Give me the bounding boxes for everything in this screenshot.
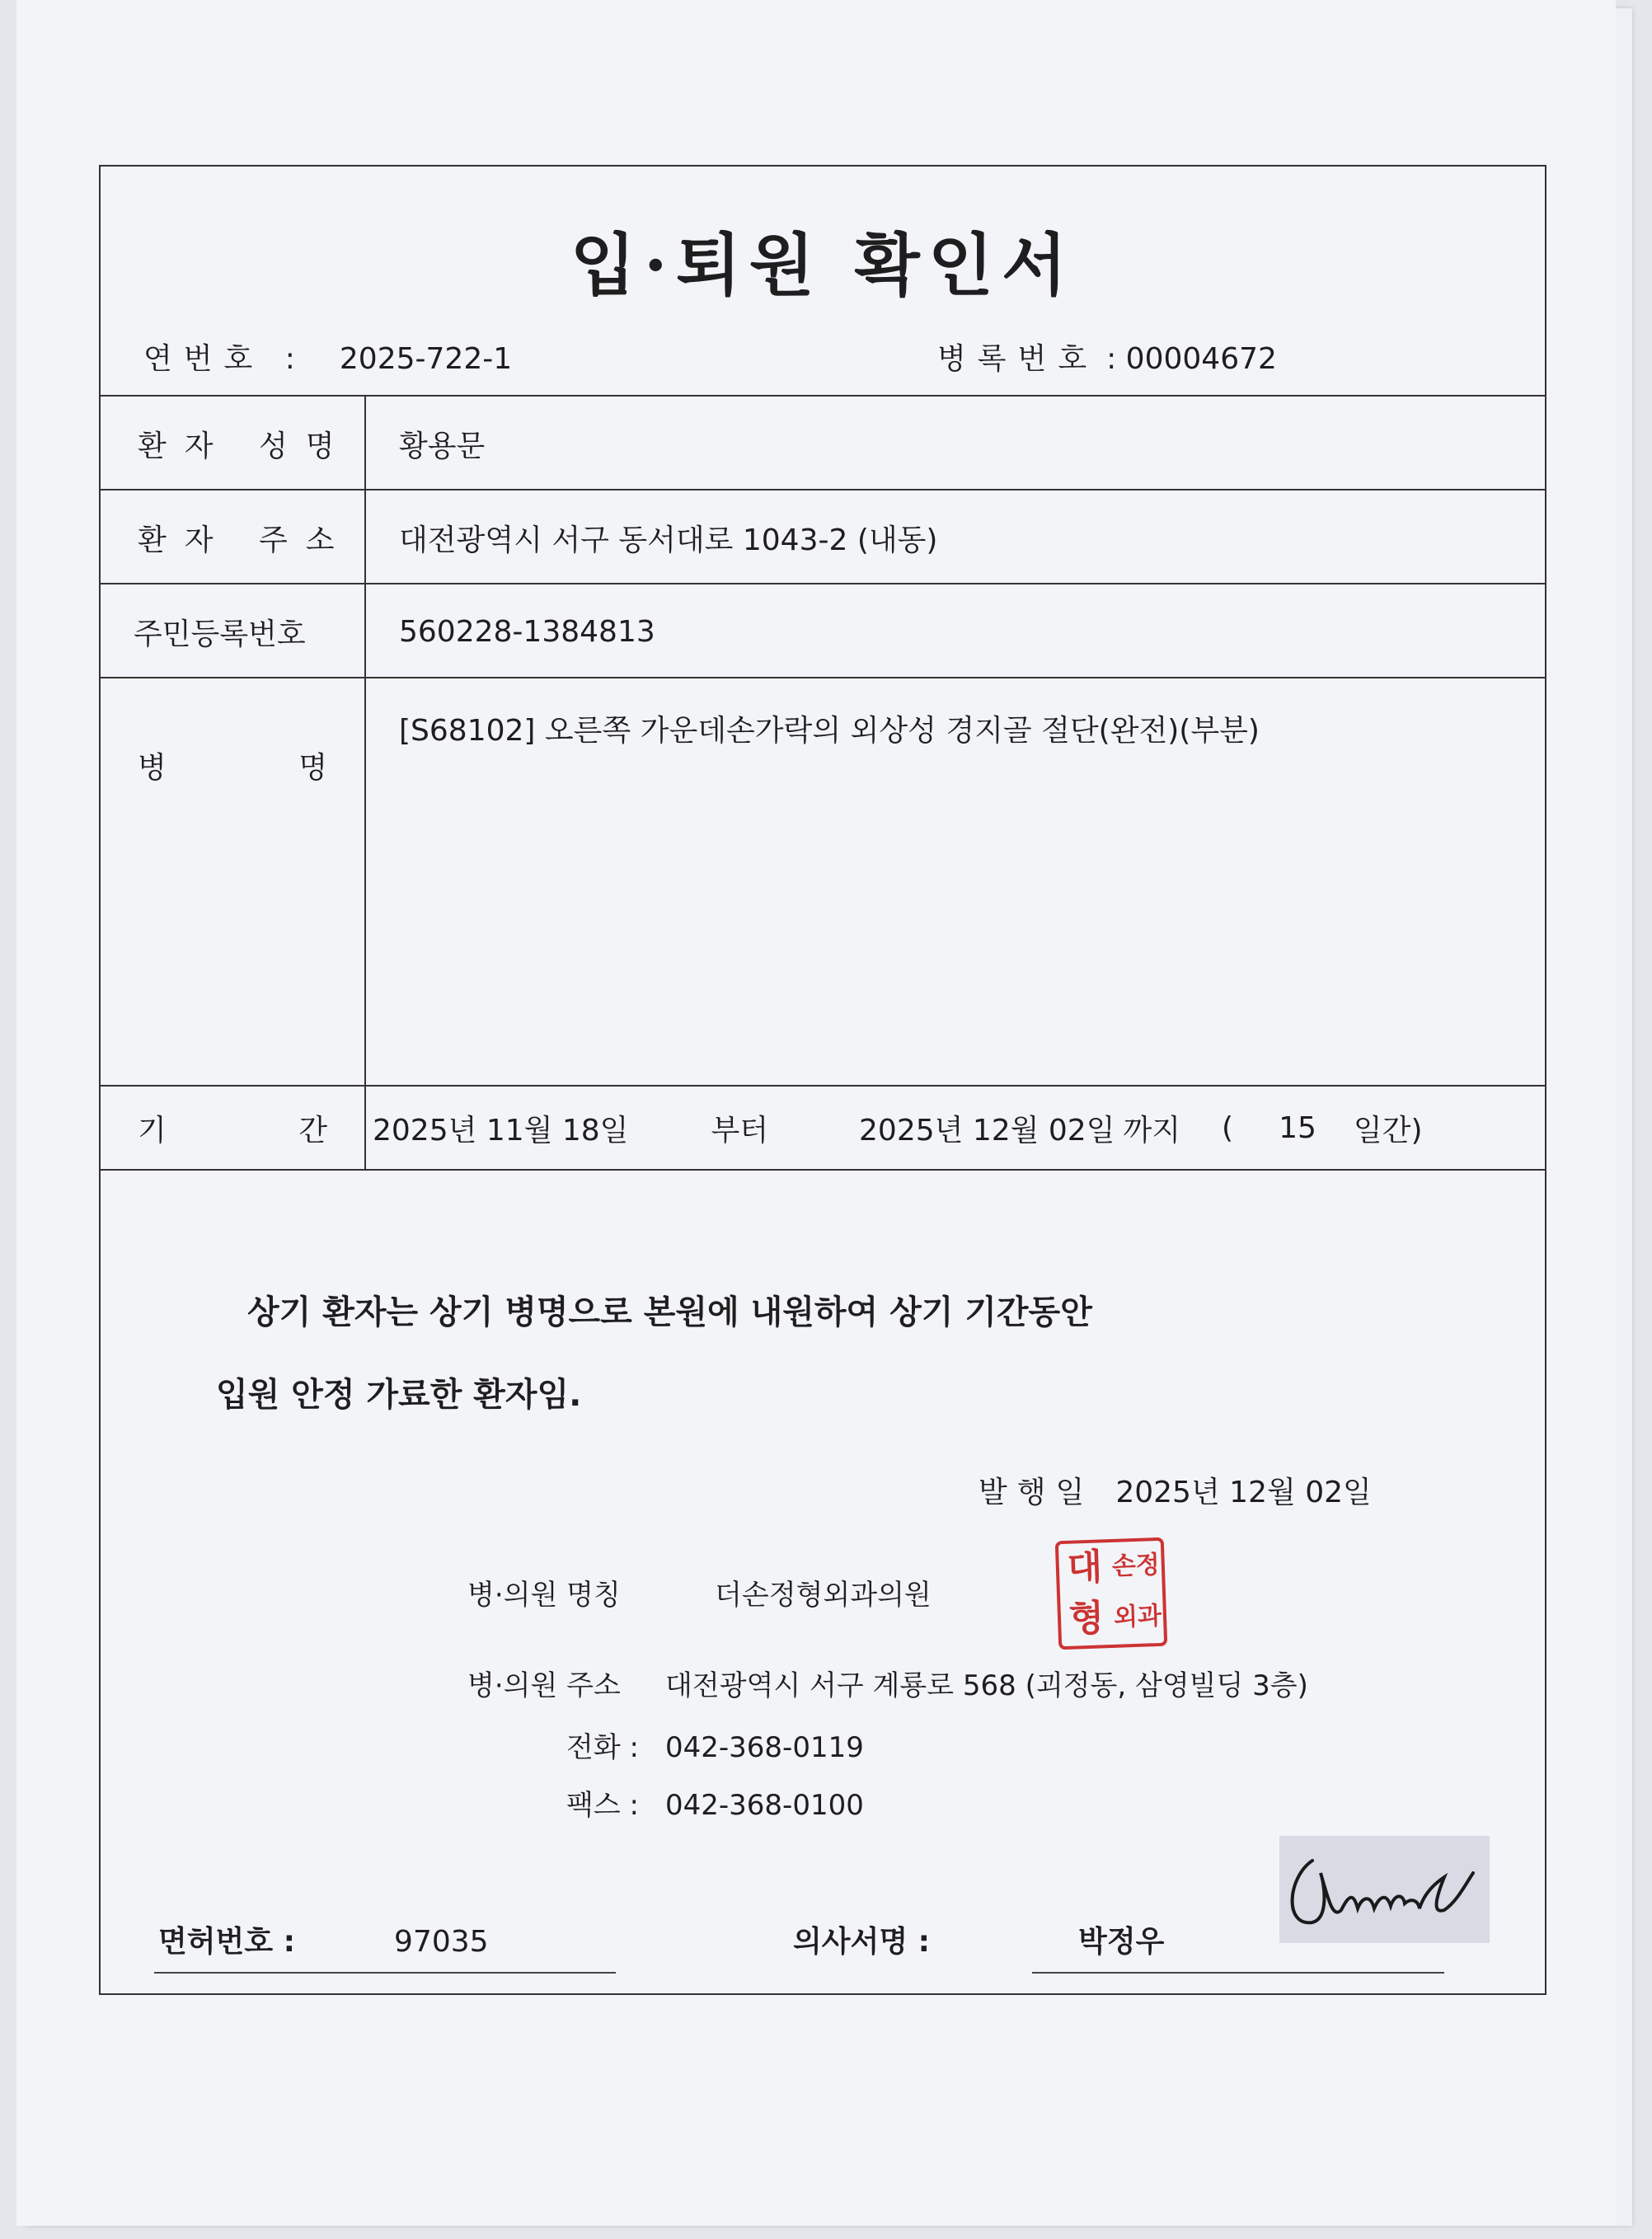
document-title: 입·퇴원 확인서: [570, 226, 1076, 305]
seal-char-3: 형: [1068, 1597, 1105, 1641]
rrn-label: 주민등록번호: [101, 584, 366, 678]
patient-address-value: 대전광역시 서구 동서대로 1043-2 (내동): [399, 523, 938, 557]
patient-address-label: 환자 주소: [101, 491, 366, 584]
diagnosis-label: [101, 678, 366, 1087]
period-row: [101, 1085, 1545, 1171]
period-end: 2025년 12월 02일: [859, 1113, 1115, 1148]
issue-date: [979, 1469, 1372, 1511]
serial-number: [143, 336, 512, 378]
doctor-name: 박정우: [1078, 1925, 1165, 1959]
confirmation-statement: [216, 1271, 1092, 1436]
serial-value: 2025-722-1: [339, 342, 513, 376]
license-label: 면허번호 :: [158, 1925, 296, 1959]
institution-address-value: 대전광역시 서구 계룡로 568 (괴정동, 삼영빌딩 3층): [665, 1669, 1308, 1702]
signature-scribble-icon: [1279, 1836, 1490, 1943]
issue-date-value: 2025년 12월 02일: [1115, 1476, 1372, 1509]
patient-name-row: [101, 395, 1545, 491]
institution-address: [467, 1663, 1308, 1703]
diagnosis-label-1: 병: [138, 751, 167, 785]
period-label: [101, 1087, 366, 1169]
period-days-open: (: [1222, 1110, 1234, 1145]
institution-fax: [566, 1782, 864, 1823]
license-underline: [154, 1972, 616, 1974]
seal-char-4: 외과: [1113, 1601, 1162, 1632]
serial-label: 연번호 :: [143, 342, 307, 376]
fax-value: 042-368-0100: [665, 1789, 864, 1822]
hospital-seal: [1055, 1537, 1168, 1650]
institution-name-label: 병·의원 명칭: [467, 1579, 621, 1612]
diagnosis-label-2: 명: [298, 751, 327, 785]
fax-label: 팩스 :: [566, 1789, 639, 1822]
phone-label: 전화 :: [566, 1731, 639, 1764]
seal-char-2: 손정: [1111, 1550, 1161, 1581]
rrn-row: [101, 583, 1545, 678]
statement-line-2: 입원 안정 가료한 환자임.: [216, 1376, 582, 1414]
doctor-signature: [1279, 1836, 1490, 1943]
record-label: 병록번호: [937, 342, 1099, 376]
issue-date-label: 발행일: [979, 1476, 1095, 1509]
period-from: 부터: [711, 1113, 769, 1148]
period-label-1: 기: [138, 1113, 167, 1148]
institution-phone: [566, 1725, 864, 1765]
period-label-2: 간: [298, 1113, 327, 1148]
period-days: 15: [1279, 1110, 1316, 1145]
period-to: 까지: [1123, 1113, 1181, 1148]
statement-line-1: 상기 환자는 상기 병명으로 본원에 내원하여 상기 기간동안: [247, 1293, 1092, 1331]
record-value: : 00004672: [1106, 342, 1277, 376]
record-number: [937, 336, 1277, 378]
license-value: 97035: [394, 1925, 489, 1959]
paper-sheet: [16, 0, 1616, 2226]
seal-char-1: 대: [1066, 1546, 1104, 1589]
rrn-value: 560228-1384813: [399, 614, 655, 649]
patient-name-value: 황용문: [399, 429, 486, 463]
institution-name: [467, 1572, 932, 1612]
doctor-sign-field: [793, 1918, 1164, 1960]
phone-value: 042-368-0119: [665, 1731, 864, 1764]
period-start: 2025년 11월 18일: [373, 1113, 629, 1148]
institution-address-label: 병·의원 주소: [467, 1669, 621, 1702]
patient-name-label: 환자 성명: [101, 397, 366, 491]
diagnosis-value: [S68102] 오른쪽 가운데손가락의 외상성 경지골 절단(완전)(부분): [399, 714, 1260, 748]
doctor-underline: [1032, 1972, 1444, 1974]
patient-address-row: [101, 489, 1545, 584]
period-days-close: 일간): [1353, 1113, 1423, 1148]
diagnosis-row: [101, 677, 1545, 1087]
period-value: [366, 1087, 1545, 1169]
doctor-label: 의사서명 :: [793, 1925, 931, 1959]
certificate-frame: [99, 165, 1546, 1995]
institution-name-value: 더손정형외과의원: [715, 1579, 932, 1612]
license-number: [158, 1918, 489, 1960]
